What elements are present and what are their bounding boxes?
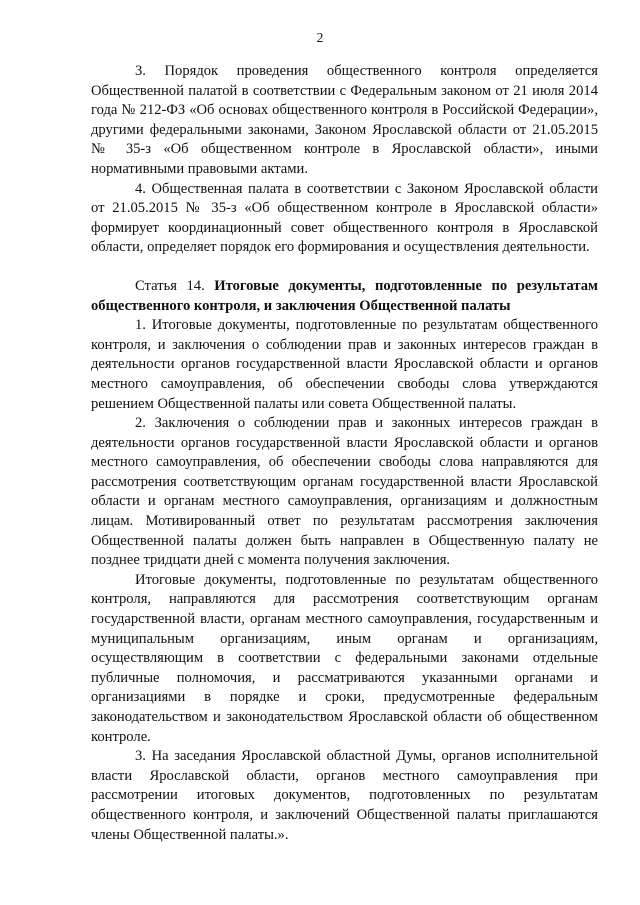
page-number: 2 [316,30,324,45]
paragraph-coordination-council: 4. Общественная палата в соответствии с Законом Ярославской области от 21.05.2015 № 35-з «Об общественном контроле в Ярославской области» формирует координационный совет общественного контроля в Ярославской области, определяет порядок его формирования и осуществления деятельности. [91,180,598,256]
paragraph-final-documents: Итоговые документы, подготовленные по результатам общественного контроля, направляются для рассмотрения соответствующим органам государственной власти, органам местного самоуправления, государственным и муниципальным организациям, иным органам и организациям, осуществляющим в соответствии с федеральными законами отдельные публичные полномочия, и рассматриваются указанными органами и организациями в порядке и сроки, предусмотренные федеральным законодательством и законодательством Ярославской области об общественном контроле. [91,571,598,745]
paragraph-approval: 1. Итоговые документы, подготовленные по результатам общественного контроля, и заключения о соблюдении прав и законных интересов граждан в деятельности органов государственной власти Ярославской области и органов местного самоуправления, об обеспечении свободы слова утверждаются решением Общественной палаты или совета Общественной палаты. [91,317,598,412]
article-label: Статья 14. [135,277,205,294]
paragraph-procedure-of-control: 3. Порядок проведения общественного контроля определяется Общественной палатой в соответствии с Федеральным законом от 21 июля 2014 года № 212-ФЗ «Об основах общественного контроля в Российской Федерации», другими федеральными законами, Законом Ярославской области от 21.05.2015 № 35-з «Об общественном контроле в Ярославской области», иными нормативными правовыми актами. [91,63,598,177]
article-heading [91,277,598,316]
document-body [91,62,598,845]
section-spacer [91,258,598,277]
article-title: Итоговые документы, подготовленные по результатам общественного контроля, и заключения Общественной палаты [91,277,599,314]
paragraph-conclusions-sent: 2. Заключения о соблюдении прав и законных интересов граждан в деятельности органов государственной власти Ярославской области и органов местного самоуправления, об обеспечении свободы слова направляются для рассмотрения соответствующим органам государственной власти Ярославской области и органам местного самоуправления, организациям и должностным лицам. Мотивированный ответ по результатам рассмотрения заключения Общественной палаты должен быть направлен в Общественную палату не позднее тридцати дней с момента получения заключения. [91,415,598,569]
paragraph-invitation: 3. На заседания Ярославской областной Думы, органов исполнительной власти Ярославской области, органов местного самоуправления при рассмотрении итоговых документов, подготовленных по результатам общественного контроля, и заключений Общественной палаты приглашаются члены Общественной палаты.». [91,748,598,843]
